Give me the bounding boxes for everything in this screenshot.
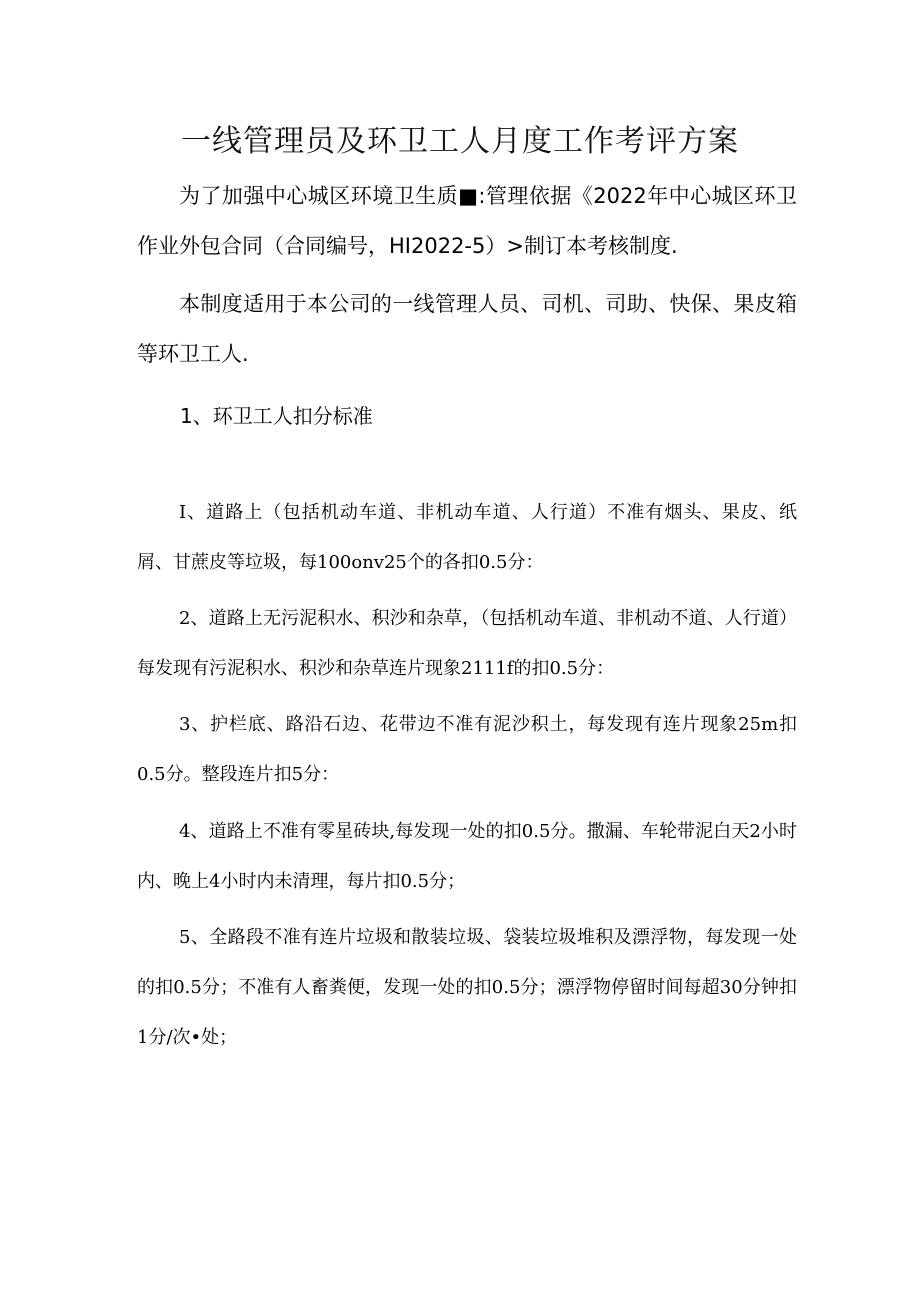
rule-item-2: 2、道路上无污泥积水、积沙和杂草，（包括机动车道、非机动不道、人行道）每发现有污泥积水、积沙和杂草连片现象2111f的扣0.5分： — [137, 608, 797, 679]
rule-item-1: I、道路上（包括机动车道、非机动车道、人行道）不准有烟头、果皮、纸屑、甘蔗皮等垃圾，每100onv25个的各扣0.5分： — [137, 502, 797, 573]
section-heading: 1、环卫工人扣分标准 — [180, 404, 373, 428]
intro-paragraph: 为了加强中心城区环境卫生质■:管理依据《2022年中心城区环卫作业外包合同（合同编号，HI2022-5）>制订本考核制度. — [137, 184, 797, 258]
document-title: 一线管理员及环卫工人月度工作考评方案 — [181, 124, 739, 159]
scope-paragraph: 本制度适用于本公司的一线管理人员、司机、司助、快保、果皮箱等环卫工人. — [137, 292, 797, 366]
rule-item-4: 4、道路上不准有零星砖块,每发现一处的扣0.5分。撒漏、车轮带泥白天2小时内、晚上4小时内未清理，每片扣0.5分； — [137, 821, 797, 892]
rule-item-3: 3、护栏底、路沿石边、花带边不准有泥沙积土，每发现有连片现象25m扣0.5分。整段连片扣5分： — [137, 714, 797, 785]
rule-item-5: 5、全路段不准有连片垃圾和散装垃圾、袋装垃圾堆积及漂浮物，每发现一处的扣0.5分；不准有人畜粪便，发现一处的扣0.5分；漂浮物停留时间每超30分钟扣1分/次•处； — [137, 927, 797, 1048]
